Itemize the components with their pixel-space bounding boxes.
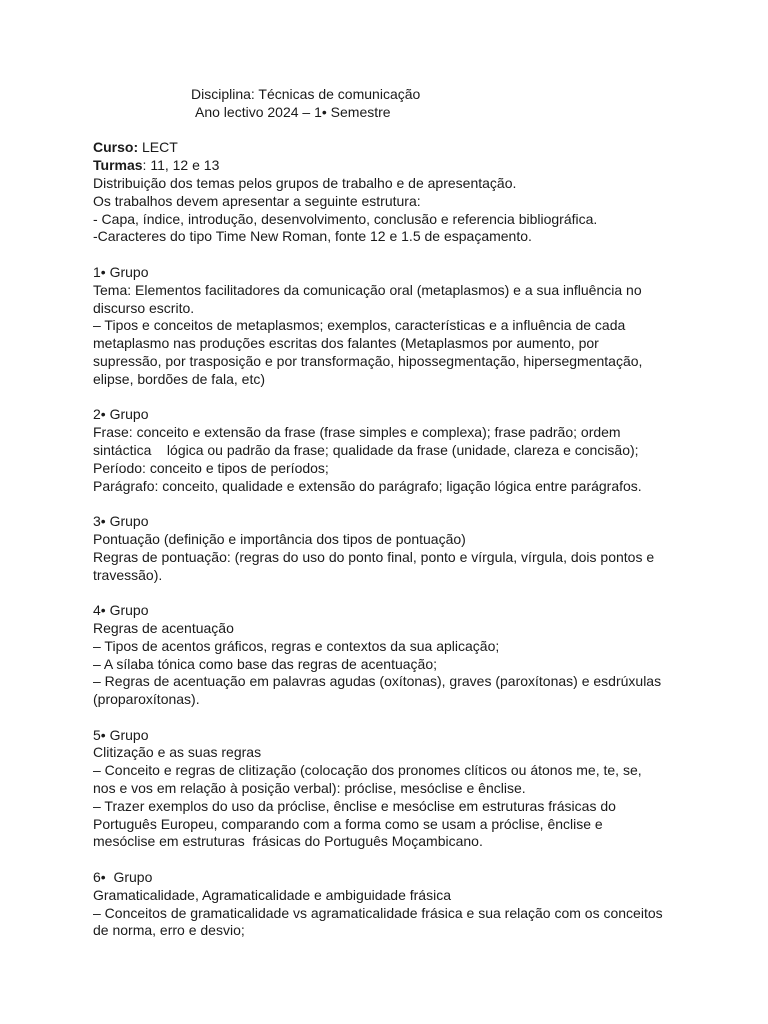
turmas-label: Turmas	[93, 157, 143, 174]
group-line: Período: conceito e tipos de períodos;	[93, 459, 329, 476]
curso-value: LECT	[138, 139, 178, 156]
intro-line: Os trabalhos devem apresentar a seguinte estrutura:	[93, 192, 421, 209]
group-2	[93, 406, 693, 495]
group-line: – Conceito e regras de clitização (colocação dos pronomes clíticos ou átonos me, te, se,	[93, 762, 642, 779]
group-line: metaplasmo nas produções escritas dos falantes (Metaplasmos por aumento, por	[93, 335, 599, 352]
group-3	[93, 513, 693, 584]
group-line: Clitização e as suas regras	[93, 744, 262, 761]
group-line: Português Europeu, comparando com a forma como se usam a próclise, ênclise e	[93, 815, 603, 832]
group-heading: 4• Grupo	[93, 602, 149, 619]
group-1	[93, 264, 693, 389]
group-line: – Tipos e conceitos de metaplasmos; exemplos, características e a influência de cada	[93, 317, 626, 334]
group-line: – A sílaba tónica como base das regras de acentuação;	[93, 655, 438, 672]
group-heading: 1• Grupo	[93, 263, 149, 280]
document-page	[93, 86, 693, 940]
intro-line: -Caracteres do tipo Time New Roman, fonte 12 e 1.5 de espaçamento.	[93, 228, 532, 245]
intro-section	[93, 139, 693, 246]
group-heading: 5• Grupo	[93, 726, 149, 743]
intro-line: - Capa, índice, introdução, desenvolvimento, conclusão e referencia bibliográfica.	[93, 210, 598, 227]
intro-line: Distribuição dos temas pelos grupos de trabalho e de apresentação.	[93, 174, 517, 191]
group-line: Regras de pontuação: (regras do uso do ponto final, ponto e vírgula, vírgula, dois pontos e	[93, 548, 655, 565]
group-line: nos e vos em relação à posição verbal): próclise, mesóclise e ênclise.	[93, 780, 526, 797]
group-heading: 2• Grupo	[93, 406, 149, 423]
group-line: supressão, por trasposição e por transformação, hipossegmentação, hipersegmentação,	[93, 352, 643, 369]
group-6	[93, 869, 693, 940]
group-line: Regras de acentuação	[93, 619, 234, 636]
group-line: mesóclise em estruturas frásicas do Português Moçambicano.	[93, 833, 483, 850]
group-line: discurso escrito.	[93, 299, 195, 316]
turmas-line	[93, 157, 693, 175]
group-line: elipse, bordões de fala, etc)	[93, 370, 265, 387]
academic-year: Ano lectivo 2024 – 1• Semestre	[195, 103, 391, 120]
group-line: Tema: Elementos facilitadores da comunicação oral (metaplasmos) e a sua influência no	[93, 281, 642, 298]
group-line: de norma, erro e desvio;	[93, 922, 245, 939]
group-line: Pontuação (definição e importância dos tipos de pontuação)	[93, 530, 466, 547]
group-5	[93, 727, 693, 852]
group-line: Gramaticalidade, Agramaticalidade e ambiguidade frásica	[93, 886, 451, 903]
curso-line	[93, 139, 693, 157]
group-line: travessão).	[93, 566, 163, 583]
group-line: Frase: conceito e extensão da frase (frase simples e complexa); frase padrão; ordem	[93, 424, 621, 441]
group-line: – Regras de acentuação em palavras agudas (oxítonas), graves (paroxítonas) e esdrúxulas	[93, 673, 662, 690]
turmas-value: : 11, 12 e 13	[142, 157, 220, 174]
group-line: – Trazer exemplos do uso da próclise, ênclise e mesóclise em estruturas frásicas do	[93, 797, 616, 814]
discipline-title: Disciplina: Técnicas de comunicação	[191, 86, 421, 102]
group-heading: 3• Grupo	[93, 513, 149, 530]
curso-label: Curso:	[93, 139, 139, 156]
group-line: (proparoxítonas).	[93, 691, 200, 708]
group-heading: 6• Grupo	[93, 869, 153, 886]
group-line: Parágrafo: conceito, qualidade e extensão do parágrafo; ligação lógica entre parágrafos.	[93, 477, 642, 494]
group-line: – Tipos de acentos gráficos, regras e contextos da sua aplicação;	[93, 637, 500, 654]
group-line: – Conceitos de gramaticalidade vs agramaticalidade frásica e sua relação com os conceitos	[93, 904, 663, 921]
group-line: sintáctica lógica ou padrão da frase; qualidade da frase (unidade, clareza e concisão);	[93, 441, 639, 458]
group-4	[93, 602, 693, 709]
document-header	[93, 86, 693, 122]
